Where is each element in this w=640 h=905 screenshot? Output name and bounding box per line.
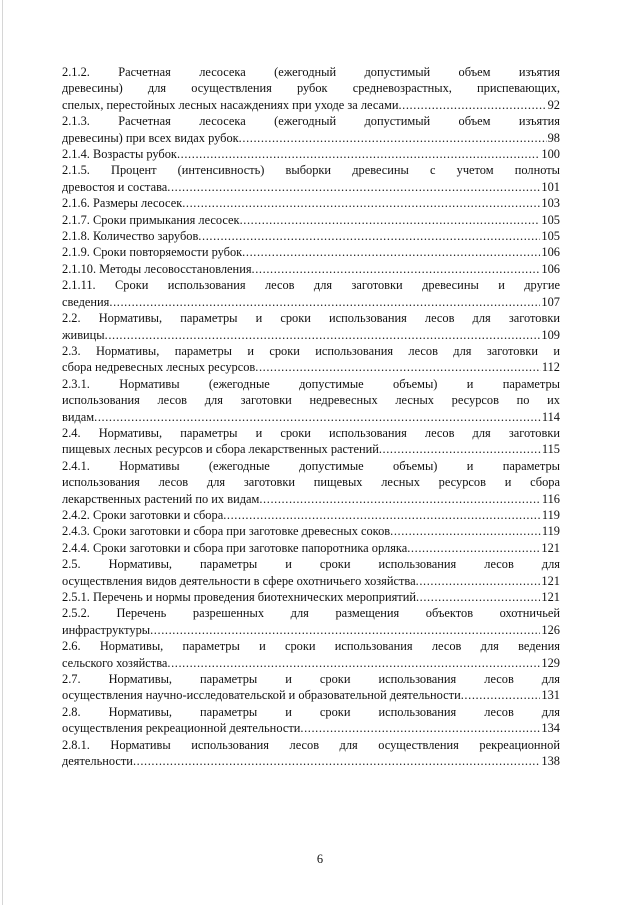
toc-entry-line: 2.8.1. Нормативы использования лесов для осуществления рекреационной [62,737,560,752]
toc-entry-line: 2.5. Нормативы, параметры и сроки использования лесов для [62,557,560,572]
toc-entry-2-4-4[interactable] [62,540,560,556]
dot-leader [259,491,541,507]
toc-entry-text: лекарственных растений по их видам [62,491,260,506]
toc-entry-last-line [62,573,560,589]
toc-entry-text: пищевых лесных ресурсов и сбора лекарственных растений [62,442,379,457]
toc-entry-2-4-2[interactable] [62,507,560,523]
toc-entry-last-line [62,327,560,343]
toc-entry-2-4-3[interactable] [62,523,560,539]
dot-leader [416,573,541,589]
toc-entry-text: 2.4.2. Сроки заготовки и сбора [62,507,224,522]
dot-leader [109,294,540,310]
dot-leader [390,523,541,539]
toc-entry-2-1-4[interactable] [62,146,560,162]
toc-entry-2-1-2[interactable] [62,64,560,113]
toc-entry-text: живицы [62,327,105,342]
dot-leader [167,655,540,671]
dot-leader [177,146,540,162]
toc-entry-text: 2.1.6. Размеры лесосек [62,196,183,211]
dot-leader [198,228,540,244]
toc-entry-line: 2.4.1. Нормативы (ежегодные допустимые объемы) и параметры [62,458,560,473]
toc-entry-line: использования лесов для заготовки недревесных лесных ресурсов по их [62,393,560,408]
toc-page-number[interactable]: 109 [541,327,560,342]
toc-entry-line: использования лесов для заготовки пищевых лесных ресурсов и сбора [62,475,560,490]
page-number: 6 [316,852,324,866]
toc-page-number[interactable]: 92 [547,97,560,112]
toc-page-number[interactable]: 105 [541,229,560,244]
toc-entry-text: древесины) при всех видах рубок [62,130,239,145]
toc-entry-line: 2.4. Нормативы, параметры и сроки использования лесов для заготовки [62,425,560,440]
toc-entry-text: осуществления видов деятельности в сфере охотничьего хозяйства [62,573,416,588]
toc-entry-last-line [62,244,560,260]
toc-entry-line: 2.1.2. Расчетная лесосека (ежегодный допустимый объем изъятия [62,65,560,79]
toc-entry-2-1-11[interactable] [62,277,560,310]
toc-entry-2-4-1[interactable] [62,458,560,507]
toc-entry-text: деятельности [62,754,133,769]
toc-page-number[interactable]: 101 [541,179,560,194]
toc-entry-last-line [62,540,560,556]
toc-page-number[interactable]: 115 [541,442,560,457]
toc-page-number[interactable]: 119 [541,524,560,539]
toc-entry-last-line [62,97,560,113]
toc-entry-2-4[interactable] [62,425,560,458]
toc-entry-line: 2.8. Нормативы, параметры и сроки использования лесов для [62,704,560,719]
toc-entry-2-8-1[interactable] [62,737,560,770]
dot-leader [300,720,540,736]
toc-entry-last-line [62,195,560,211]
toc-entry-text: 2.4.3. Сроки заготовки и сбора при заготовке древесных соков [62,524,391,539]
toc-entry-text: 2.1.7. Сроки примыкания лесосек [62,212,240,227]
toc-entry-text: осуществления научно-исследовательской и образовательной деятельности [62,688,461,703]
dot-leader [379,441,541,457]
toc-page-number[interactable]: 106 [541,245,560,260]
dot-leader [255,359,541,375]
dot-leader [407,540,540,556]
toc-entry-2-3[interactable] [62,343,560,376]
toc-entry-text: инфраструктуры [62,622,151,637]
toc-page-number[interactable]: 114 [541,409,560,424]
toc-entry-2-2[interactable] [62,310,560,343]
toc-entry-2-3-1[interactable] [62,376,560,425]
toc-page-number[interactable]: 119 [541,507,560,522]
toc-entry-last-line [62,130,560,146]
toc-entry-2-1-6[interactable] [62,195,560,211]
dot-leader [461,687,541,703]
dot-leader [223,507,541,523]
dot-leader [240,212,541,228]
toc-entry-last-line [62,491,560,507]
dot-leader [167,179,540,195]
toc-entry-text: 2.1.10. Методы лесовосстановления [62,261,252,276]
toc-entry-last-line [62,655,560,671]
toc-page-number[interactable]: 121 [541,573,560,588]
toc-page-number[interactable]: 134 [541,721,560,736]
toc-page-number[interactable]: 106 [541,261,560,276]
toc-page-number[interactable]: 100 [541,147,560,162]
toc-page-number[interactable]: 126 [541,622,560,637]
toc-page-number[interactable]: 112 [541,360,560,375]
toc-page-number[interactable]: 98 [547,130,560,145]
toc-entry-last-line [62,622,560,638]
toc-entry-2-1-8[interactable] [62,228,560,244]
toc-entry-line: древесины) для осуществления рубок средневозрастных, приспевающих, [62,81,560,96]
toc-entry-line: 2.3. Нормативы, параметры и сроки использования лесов для заготовки и [62,343,560,358]
toc-entry-2-1-5[interactable] [62,162,560,195]
toc-entry-last-line [62,228,560,244]
toc-entry-line: 2.2. Нормативы, параметры и сроки использования лесов для заготовки [62,311,560,326]
toc-entry-last-line [62,523,560,539]
dot-leader [239,130,547,146]
toc-entry-last-line [62,146,560,162]
toc-entry-2-8[interactable] [62,704,560,737]
toc-entry-line: 2.3.1. Нормативы (ежегодные допустимые объемы) и параметры [62,376,560,391]
dot-leader [416,589,540,605]
toc-entry-last-line [62,212,560,228]
toc-entry-text: древостоя и состава [62,179,168,194]
toc-page-number[interactable]: 103 [541,196,560,211]
toc-entry-line: 2.1.5. Процент (интенсивность) выборки древесины с учетом полноты [62,163,560,178]
toc-entry-last-line [62,753,560,769]
dot-leader [182,195,540,211]
dot-leader [150,622,540,638]
toc-entry-2-7[interactable] [62,671,560,704]
toc-entry-2-1-9[interactable] [62,244,560,260]
toc-entry-text: 2.1.8. Количество зарубов [62,229,199,244]
dot-leader [94,409,541,425]
toc-entry-text: 2.1.4. Возрасты рубок [62,147,177,162]
toc-entry-last-line [62,720,560,736]
toc-entry-last-line [62,441,560,457]
toc-entry-last-line [62,294,560,310]
toc-page-number[interactable]: 121 [541,540,560,555]
toc-page-number[interactable]: 107 [541,294,560,309]
toc-entry-2-1-10[interactable] [62,261,560,277]
toc-entry-last-line [62,359,560,375]
toc-entry-last-line [62,409,560,425]
toc-entry-text: сельского хозяйства [62,655,168,670]
toc-entry-line: 2.1.3. Расчетная лесосека (ежегодный допустимый объем изъятия [62,114,560,129]
toc-entry-2-5-1[interactable] [62,589,560,605]
toc-entry-text: 2.4.4. Сроки заготовки и сбора при заготовке папоротника орляка [62,540,408,555]
page-edge [2,0,3,905]
dot-leader [133,753,540,769]
toc-entry-text: 2.5.1. Перечень и нормы проведения биотехнических мероприятий [62,590,416,604]
toc-entry-text: спелых, перестойных лесных насаждениях при уходе за лесами [62,97,399,112]
dot-leader [398,97,546,113]
toc-entry-text: осуществления рекреационной деятельности [62,721,301,736]
toc-entry-line: 2.6. Нормативы, параметры и сроки использования лесов для ведения [62,639,560,654]
toc-entry-2-5[interactable] [62,556,560,589]
dot-leader [252,261,541,277]
toc-entry-text: сведения [62,294,110,309]
toc-entry-2-6[interactable] [62,638,560,671]
toc-entry-line: 2.1.11. Сроки использования лесов для заготовки древесины и другие [62,278,560,293]
toc-entry-last-line [62,589,560,605]
toc-entry-2-1-7[interactable] [62,212,560,228]
toc-page-number[interactable]: 129 [541,655,560,670]
toc-page-number[interactable]: 131 [541,688,560,703]
toc-entry-line: 2.7. Нормативы, параметры и сроки использования лесов для [62,672,560,687]
dot-leader [105,327,541,343]
toc-entry-2-5-2[interactable] [62,605,560,638]
toc-entry-text: 2.1.9. Сроки повторяемости рубок [62,245,243,260]
toc-entry-line: 2.5.2. Перечень разрешенных для размещения объектов охотничьей [62,606,560,621]
toc-entry-last-line [62,261,560,277]
toc-entry-text: видам [62,409,95,424]
toc-entry-text: сбора недревесных лесных ресурсов [62,360,256,375]
table-of-contents [62,64,560,769]
dot-leader [242,244,540,260]
toc-page-number[interactable]: 116 [541,491,560,506]
toc-page-number[interactable]: 121 [541,590,560,604]
toc-entry-last-line [62,507,560,523]
toc-page-number[interactable]: 138 [541,754,560,769]
toc-entry-last-line [62,687,560,703]
toc-page-number[interactable]: 105 [541,212,560,227]
toc-entry-2-1-3[interactable] [62,113,560,146]
toc-entry-last-line [62,179,560,195]
